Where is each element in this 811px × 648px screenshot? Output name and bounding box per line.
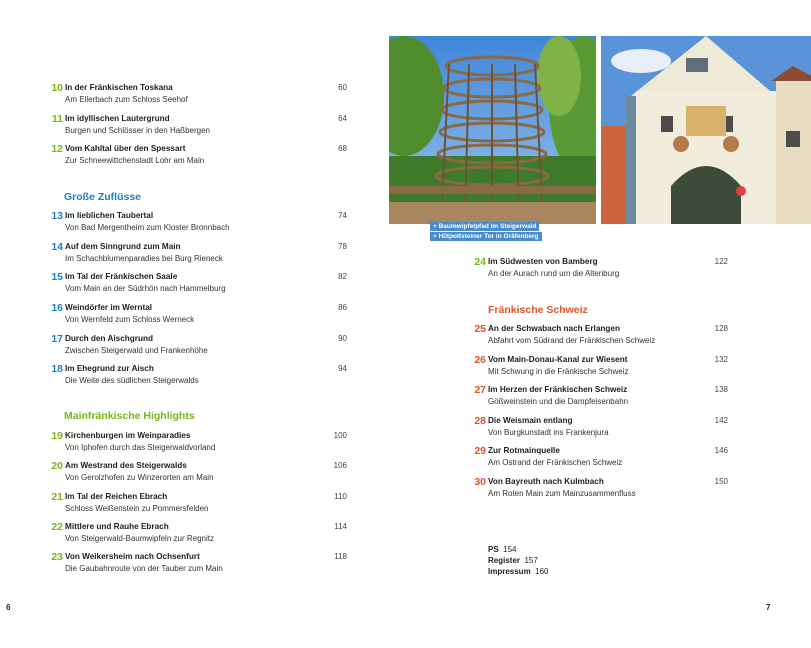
entry-title: Im Herzen der Fränkischen Schweiz [488, 385, 628, 394]
entry-title: Im lieblichen Taubertal [65, 211, 154, 220]
entry-subtitle: Abfahrt vom Südrand der Fränkischen Schweiz [488, 336, 656, 345]
entry-subtitle: Von Burgkunstadt ins Frankenjura [488, 428, 609, 437]
entry-page: 138 [714, 385, 728, 394]
entry-page: 132 [714, 355, 728, 364]
entry-subtitle: Burgen und Schlösser in den Haßbergen [65, 126, 210, 135]
entry-subtitle: Von Steigerwald-Baumwipfeln zur Regnitz [65, 534, 214, 543]
entry-title: Kirchenburgen im Weinparadies [65, 431, 191, 440]
entry-subtitle: Am Ostrand der Fränkischen Schweiz [488, 458, 623, 467]
appendix-register[interactable] [488, 556, 538, 565]
entry-title: Im Tal der Reichen Ebrach [65, 492, 168, 501]
entry-page: 110 [334, 492, 347, 501]
entry-subtitle: Mit Schwung in die Fränkische Schweiz [488, 367, 629, 376]
section-heading-mainfraenkische-highlights: Mainfränkische Highlights [64, 410, 195, 422]
appendix-ps[interactable] [488, 545, 516, 554]
entry-title: Im Südwesten von Bamberg [488, 257, 598, 266]
entry-title: Weindörfer im Werntal [65, 303, 153, 312]
caption-baumwipfelpfad: + Baumwipfelpfad im Steigerwald [430, 222, 539, 231]
entry-number: 23 [51, 551, 63, 563]
entry-number: 22 [51, 521, 63, 533]
entry-subtitle: Von Iphofen durch das Steigerwaldvorland [65, 443, 216, 452]
entry-page: 94 [338, 364, 347, 373]
entry-number: 20 [51, 460, 63, 472]
entry-number: 15 [51, 271, 63, 283]
entry-title: Im Ehegrund zur Aisch [65, 364, 154, 373]
appendix-label: PS [488, 545, 499, 554]
entry-title: Im Tal der Fränkischen Saale [65, 272, 178, 281]
entry-page: 86 [338, 303, 347, 312]
entry-number: 30 [474, 476, 486, 488]
entry-title: Zur Rotmainquelle [488, 446, 560, 455]
entry-number: 17 [51, 333, 63, 345]
entry-subtitle: Zur Schneewittchenstadt Lohr am Main [65, 156, 205, 165]
page-number-left: 6 [6, 603, 11, 612]
entry-subtitle: Zwischen Steigerwald und Frankenhöhe [65, 346, 208, 355]
page-number-right: 7 [766, 603, 771, 612]
entry-title: Vom Kahltal über den Spessart [65, 144, 186, 153]
entry-title: Durch den Aischgrund [65, 334, 153, 343]
entry-page: 78 [338, 242, 347, 251]
entry-title: Auf dem Sinngrund zum Main [65, 242, 181, 251]
entry-number: 16 [51, 302, 63, 314]
appendix-label: Register [488, 556, 521, 565]
entry-page: 128 [714, 324, 728, 333]
entry-page: 150 [714, 477, 728, 486]
entry-title: Die Weismain entlang [488, 416, 573, 425]
entry-page: 64 [338, 114, 347, 123]
entry-number: 25 [474, 323, 486, 335]
entry-subtitle: Am Roten Main zum Mainzusammenfluss [488, 489, 636, 498]
entry-subtitle: Von Wernfeld zum Schloss Werneck [65, 315, 195, 324]
entry-page: 106 [333, 461, 347, 470]
gate-illustration [601, 36, 811, 224]
entry-number: 28 [474, 415, 486, 427]
entry-page: 100 [333, 431, 347, 440]
appendix-page: 160 [535, 567, 549, 576]
entry-number: 26 [474, 354, 486, 366]
entry-title: Am Westrand des Steigerwalds [65, 461, 187, 470]
entry-title: In der Fränkischen Toskana [65, 83, 173, 92]
entry-subtitle: Von Gerolzhofen zu Winzerorten am Main [65, 473, 214, 482]
entry-subtitle: Am Ellerbach zum Schloss Seehof [65, 95, 188, 104]
entry-subtitle: Von Bad Mergentheim zum Kloster Bronnbach [65, 223, 230, 232]
appendix-page: 154 [503, 545, 517, 554]
entry-page: 122 [714, 257, 728, 266]
entry-number: 11 [51, 113, 63, 125]
photo-baumwipfelpfad [389, 36, 596, 224]
entry-page: 82 [338, 272, 347, 281]
appendix-page: 157 [524, 556, 538, 565]
entry-title: An der Schwabach nach Erlangen [488, 324, 620, 333]
entry-page: 68 [338, 144, 347, 153]
entry-subtitle: Die Weite des südlichen Steigerwalds [65, 376, 199, 385]
entry-title: Im idyllischen Lautergrund [65, 114, 170, 123]
entry-page: 114 [334, 522, 347, 531]
entry-page: 142 [714, 416, 728, 425]
entry-page: 146 [714, 446, 728, 455]
entry-subtitle: An der Aurach rund um die Altenburg [488, 269, 620, 278]
entry-number: 10 [51, 82, 63, 94]
appendix-impressum[interactable] [488, 567, 549, 576]
entry-page: 74 [338, 211, 347, 220]
entry-subtitle: Die Gaubahnroute von der Tauber zum Main [65, 564, 223, 573]
photo-hiltpoltsteiner-tor [601, 36, 811, 224]
entry-number: 19 [51, 430, 63, 442]
entry-number: 21 [51, 491, 63, 503]
section-heading-fraenkische-schweiz: Fränkische Schweiz [488, 304, 588, 316]
entry-number: 29 [474, 445, 486, 457]
entry-number: 14 [51, 241, 63, 253]
entry-page: 60 [338, 83, 347, 92]
entry-title: Vom Main-Donau-Kanal zur Wiesent [488, 355, 628, 364]
entry-title: Mittlere und Rauhe Ebrach [65, 522, 169, 531]
entry-number: 24 [474, 256, 486, 268]
entry-subtitle: Vom Main an der Südrhön nach Hammelburg [65, 284, 226, 293]
entry-title: Von Weikersheim nach Ochsenfurt [65, 552, 200, 561]
entry-title: Von Bayreuth nach Kulmbach [488, 477, 604, 486]
entry-subtitle: Gößweinstein und die Dampfeisenbahn [488, 397, 629, 406]
appendix-label: Impressum [488, 567, 531, 576]
entry-number: 13 [51, 210, 63, 222]
entry-number: 27 [474, 384, 486, 396]
tower-illustration [389, 36, 596, 224]
entry-number: 12 [51, 143, 63, 155]
entry-subtitle: Schloss Weißenstein zu Pommersfelden [65, 504, 209, 513]
caption-hiltpoltsteiner-tor: + Hiltpoltsteiner Tor in Gräfenberg [430, 232, 542, 241]
entry-subtitle: Im Schachblumenparadies bei Burg Rieneck [65, 254, 223, 263]
entry-page: 118 [334, 552, 347, 561]
entry-page: 90 [338, 334, 347, 343]
section-heading-grosse-zufluesse: Große Zuflüsse [64, 191, 142, 203]
entry-number: 18 [51, 363, 63, 375]
